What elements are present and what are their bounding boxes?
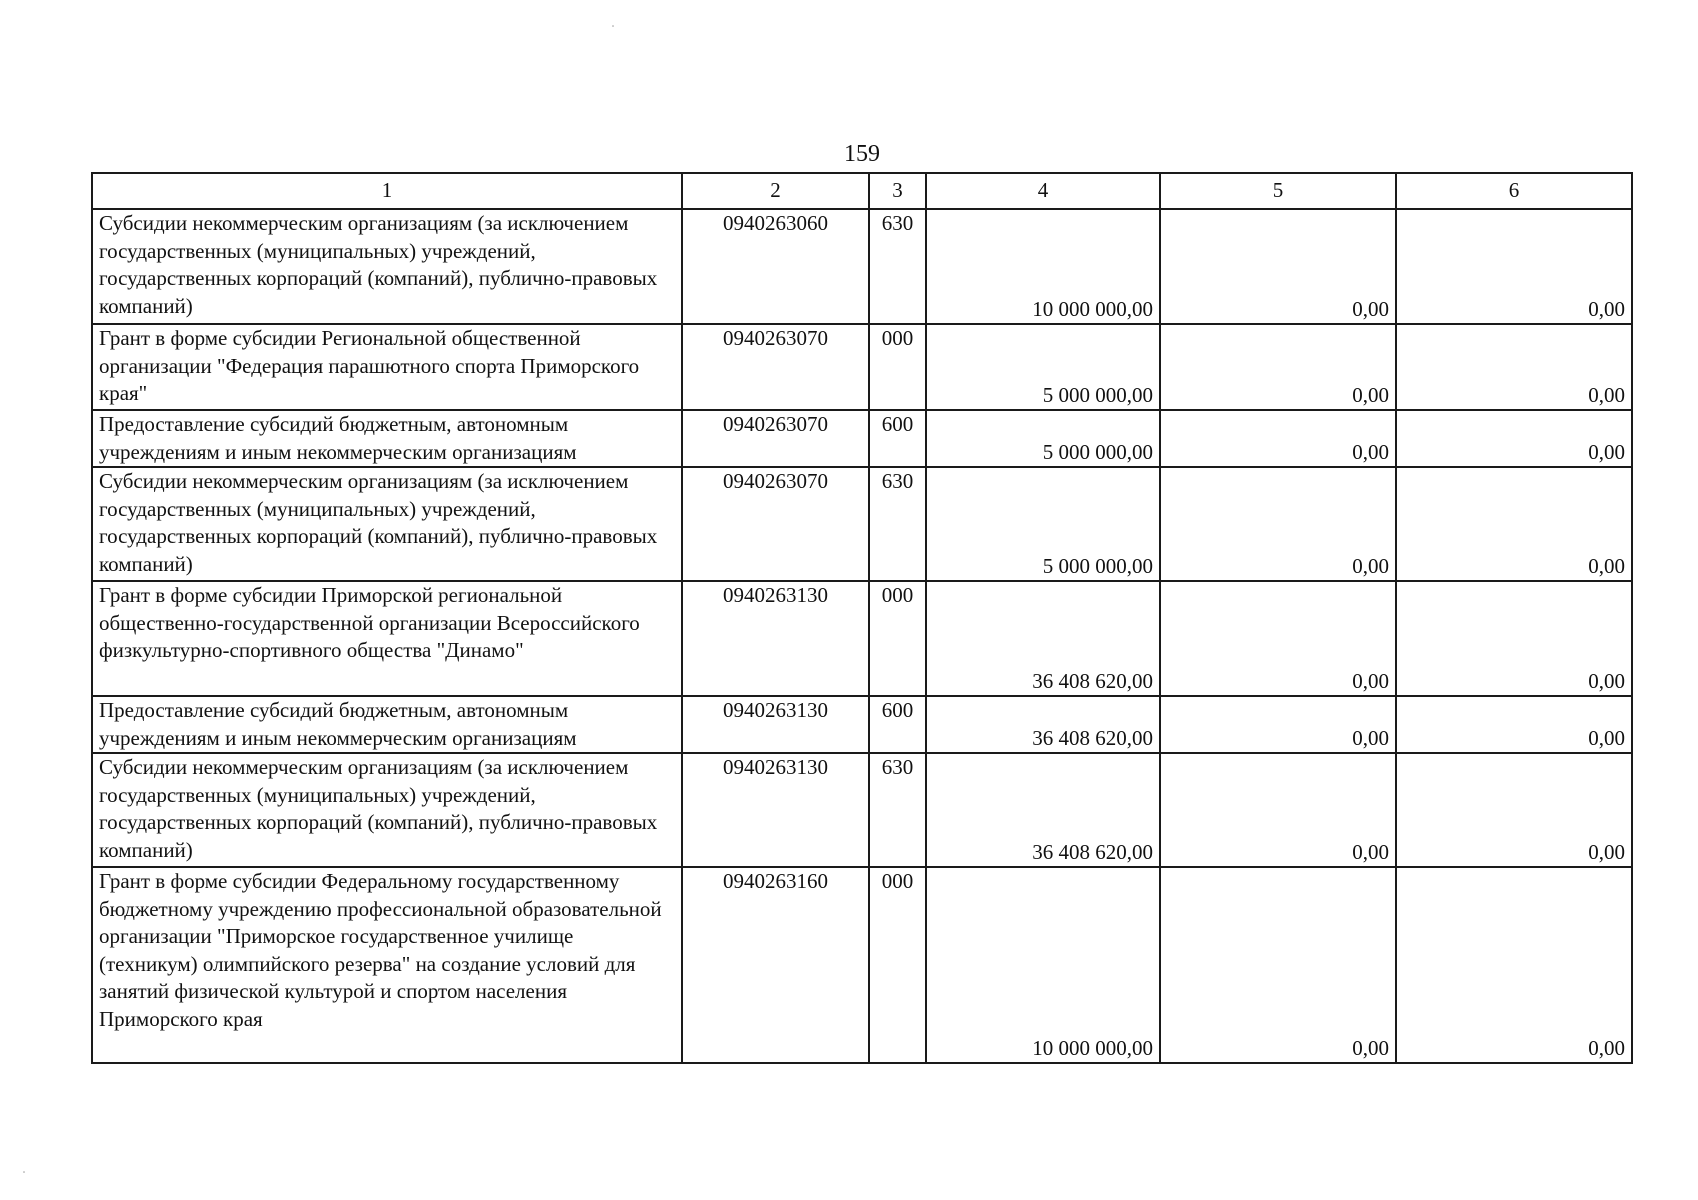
row-amount-4: 36 408 620,00 [926, 696, 1160, 753]
row-amount-6: 0,00 [1396, 753, 1632, 867]
table-row [92, 581, 1632, 696]
row-amount-5: 0,00 [1160, 753, 1396, 867]
row-type: 000 [869, 867, 926, 1063]
row-amount-6: 0,00 [1396, 581, 1632, 696]
row-amount-6: 0,00 [1396, 867, 1632, 1063]
row-code: 0940263070 [682, 467, 869, 581]
row-type: 000 [869, 324, 926, 410]
row-amount-5: 0,00 [1160, 410, 1396, 467]
row-amount-4: 5 000 000,00 [926, 410, 1160, 467]
row-type: 630 [869, 753, 926, 867]
table-row [92, 696, 1632, 753]
row-name: Субсидии некоммерческим организациям (за исключением государственных (муниципальных) учреждений, государственных корпораций (компаний), публично-правовых компаний) [92, 467, 682, 581]
row-name: Грант в форме субсидии Региональной общественной организации "Федерация парашютного спорта Приморского края" [92, 324, 682, 410]
table-row [92, 209, 1632, 324]
table-header-row [92, 173, 1632, 209]
row-code: 0940263130 [682, 696, 869, 753]
budget-table [91, 172, 1633, 1064]
row-code: 0940263070 [682, 410, 869, 467]
row-name: Предоставление субсидий бюджетным, автономным учреждениям и иным некоммерческим организациям [92, 696, 682, 753]
column-header-4: 4 [926, 173, 1160, 209]
row-type: 630 [869, 467, 926, 581]
row-amount-4: 5 000 000,00 [926, 324, 1160, 410]
column-header-2: 2 [682, 173, 869, 209]
row-amount-6: 0,00 [1396, 209, 1632, 324]
row-amount-4: 36 408 620,00 [926, 581, 1160, 696]
page-number: 159 [844, 141, 880, 167]
table-row [92, 753, 1632, 867]
column-header-1: 1 [92, 173, 682, 209]
row-amount-5: 0,00 [1160, 581, 1396, 696]
row-type: 600 [869, 410, 926, 467]
row-name: Субсидии некоммерческим организациям (за исключением государственных (муниципальных) учреждений, государственных корпораций (компаний), публично-правовых компаний) [92, 209, 682, 324]
row-code: 0940263160 [682, 867, 869, 1063]
row-name: Грант в форме субсидии Приморской региональной общественно-государственной организации Всероссийского физкультурно-спортивного общества "Динамо" [92, 581, 682, 696]
table-row [92, 410, 1632, 467]
row-code: 0940263130 [682, 753, 869, 867]
table-row [92, 324, 1632, 410]
row-amount-4: 5 000 000,00 [926, 467, 1160, 581]
row-code: 0940263060 [682, 209, 869, 324]
row-amount-6: 0,00 [1396, 410, 1632, 467]
row-amount-6: 0,00 [1396, 696, 1632, 753]
column-header-3: 3 [869, 173, 926, 209]
row-name: Предоставление субсидий бюджетным, автономным учреждениям и иным некоммерческим организациям [92, 410, 682, 467]
row-amount-6: 0,00 [1396, 324, 1632, 410]
row-amount-5: 0,00 [1160, 696, 1396, 753]
column-header-5: 5 [1160, 173, 1396, 209]
row-type: 000 [869, 581, 926, 696]
row-amount-5: 0,00 [1160, 867, 1396, 1063]
scan-speck [612, 25, 614, 27]
row-type: 630 [869, 209, 926, 324]
row-amount-4: 36 408 620,00 [926, 753, 1160, 867]
row-amount-5: 0,00 [1160, 467, 1396, 581]
table-row [92, 867, 1632, 1063]
scan-speck [23, 1171, 25, 1173]
row-amount-5: 0,00 [1160, 209, 1396, 324]
table-row [92, 467, 1632, 581]
row-amount-5: 0,00 [1160, 324, 1396, 410]
row-code: 0940263130 [682, 581, 869, 696]
row-code: 0940263070 [682, 324, 869, 410]
row-name: Грант в форме субсидии Федеральному государственному бюджетному учреждению профессиональной образовательной организации "Приморское государственное училище (техникум) олимпийского резерва" на создание условий для занятий физической культурой и спортом населения Приморского края [92, 867, 682, 1063]
row-amount-6: 0,00 [1396, 467, 1632, 581]
row-name: Субсидии некоммерческим организациям (за исключением государственных (муниципальных) учреждений, государственных корпораций (компаний), публично-правовых компаний) [92, 753, 682, 867]
row-type: 600 [869, 696, 926, 753]
row-amount-4: 10 000 000,00 [926, 209, 1160, 324]
column-header-6: 6 [1396, 173, 1632, 209]
row-amount-4: 10 000 000,00 [926, 867, 1160, 1063]
